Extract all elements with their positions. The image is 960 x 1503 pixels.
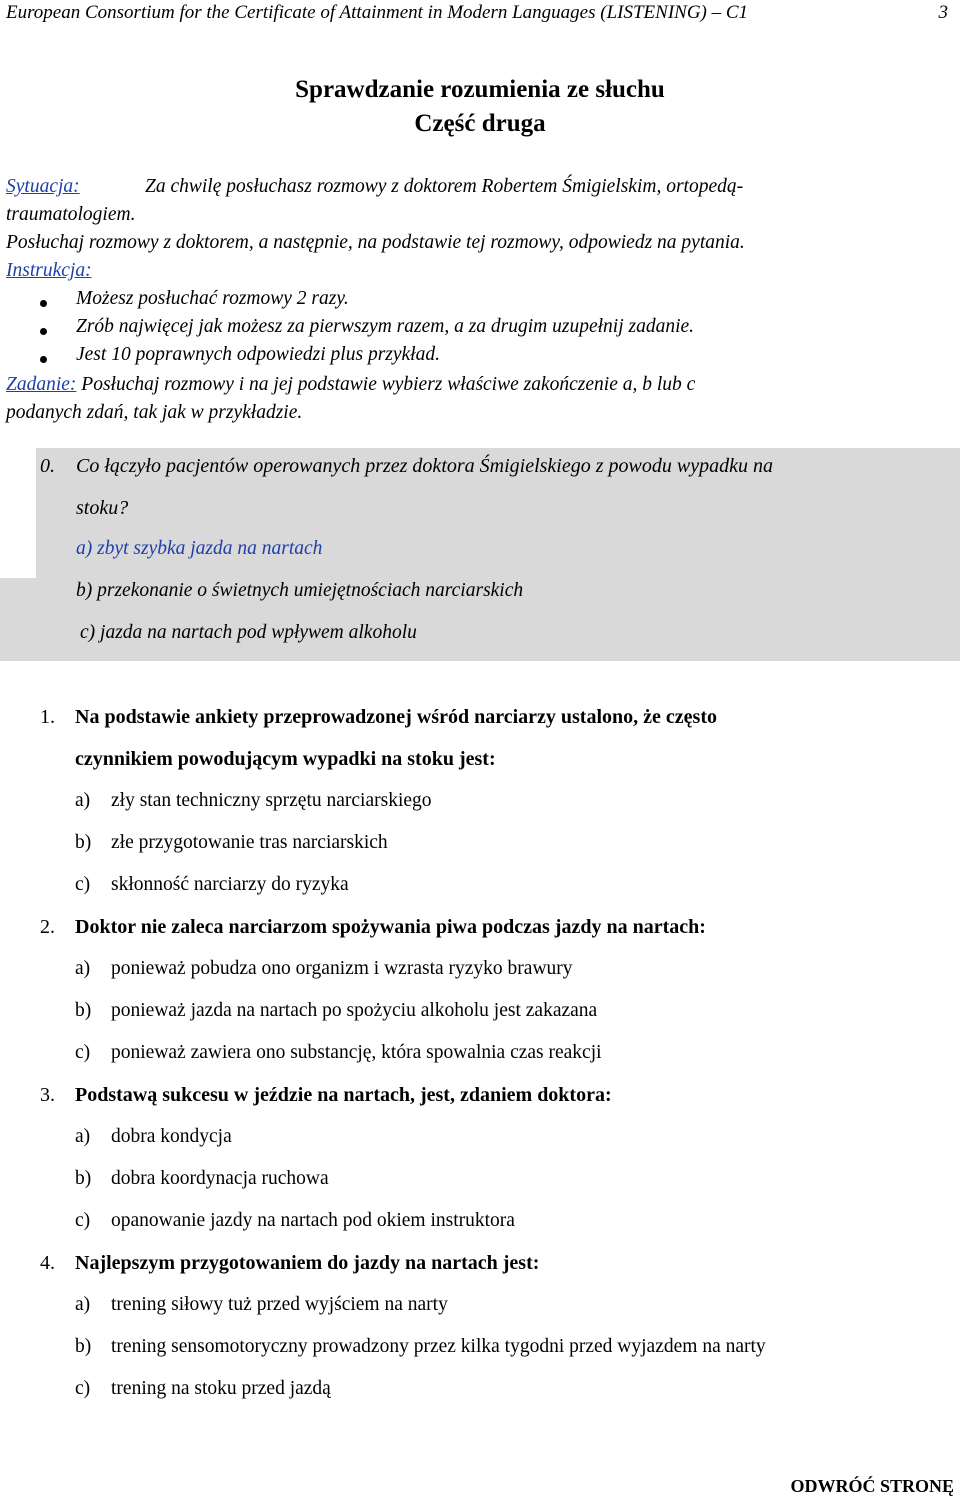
option-letter: c) (75, 874, 91, 895)
option-letter: c) (75, 1378, 91, 1399)
bullet-icon (40, 356, 47, 363)
option-text: ponieważ pobudza ono organizm i wzrasta ryzyko brawury (111, 958, 573, 979)
option-text: ponieważ jazda na nartach po spożyciu alkoholu jest zakazana (111, 1000, 598, 1021)
option-text: opanowanie jazdy na nartach pod okiem instruktora (111, 1210, 515, 1231)
option-letter: b) (75, 1336, 92, 1357)
example-number: 0. (40, 455, 55, 477)
question-text: Doktor nie zaleca narciarzom spożywania piwa podczas jazdy na nartach: (75, 916, 706, 938)
instructions-label: Instrukcja: (6, 260, 92, 281)
option-text: trening na stoku przed jazdą (111, 1378, 331, 1399)
example-option-b: b) przekonanie o świetnych umiejętnościach narciarskich (76, 580, 524, 601)
question-number: 2. (40, 916, 55, 938)
question-text: Podstawą sukcesu w jeździe na nartach, jest, zdaniem doktora: (75, 1084, 612, 1106)
option-letter: b) (75, 1000, 92, 1021)
question-number: 3. (40, 1084, 55, 1106)
example-question-line1: Co łączyło pacjentów operowanych przez doktora Śmigielskiego z powodu wypadku na (76, 455, 773, 477)
option-text: złe przygotowanie tras narciarskich (111, 832, 388, 853)
option-letter: a) (75, 1294, 91, 1315)
situation-text-line2: traumatologiem. (6, 204, 136, 225)
option-text: trening sensomotoryczny prowadzony przez kilka tygodni przed wyjazdem na narty (111, 1336, 766, 1357)
option-text: ponieważ zawiera ono substancję, która spowalnia czas reakcji (111, 1042, 602, 1063)
option-letter: a) (75, 958, 91, 979)
option-text: zły stan techniczny sprzętu narciarskiego (111, 790, 432, 811)
listen-instruction: Posłuchaj rozmowy z doktorem, a następnie, na podstawie tej rozmowy, odpowiedz na pytania. (6, 232, 745, 253)
option-text: dobra kondycja (111, 1126, 232, 1147)
option-letter: b) (75, 832, 92, 853)
instruction-bullet-2: Zrób najwięcej jak możesz za pierwszym razem, a za drugim uzupełnij zadanie. (76, 316, 695, 337)
option-letter: c) (75, 1210, 91, 1231)
option-text: trening siłowy tuż przed wyjściem na narty (111, 1294, 448, 1315)
option-text: skłonność narciarzy do ryzyka (111, 874, 349, 895)
section-title: Sprawdzanie rozumienia ze słuchu (295, 76, 665, 103)
header-title: European Consortium for the Certificate of Attainment in Modern Languages (LISTENING) – C1 (6, 2, 749, 23)
task-text: Posłuchaj rozmowy i na jej podstawie wybierz właściwe zakończenie a, b lub c (76, 374, 696, 395)
question-number: 4. (40, 1252, 55, 1274)
task-line1 (6, 374, 695, 396)
instruction-bullet-1: Możesz posłuchać rozmowy 2 razy. (76, 288, 349, 309)
section-subtitle: Część druga (414, 110, 546, 137)
page-header (6, 2, 948, 24)
bullet-icon (40, 300, 47, 307)
situation-label-row (6, 176, 80, 198)
situation-label: Sytuacja: (6, 176, 80, 197)
task-line2: podanych zdań, tak jak w przykładzie. (6, 402, 303, 423)
instruction-bullet-3: Jest 10 poprawnych odpowiedzi plus przykład. (76, 344, 440, 365)
page-number: 3 (938, 2, 948, 23)
example-option-c: c) jazda na nartach pod wpływem alkoholu (80, 622, 417, 643)
bullet-icon (40, 328, 47, 335)
example-option-a: a) zbyt szybka jazda na nartach (76, 538, 323, 559)
task-label: Zadanie: (6, 374, 77, 395)
situation-text-line1: Za chwilę posłuchasz rozmowy z doktorem Robertem Śmigielskim, ortopedą- (145, 176, 744, 197)
question-text-line2: czynnikiem powodującym wypadki na stoku jest: (75, 748, 496, 770)
example-question-line2: stoku? (76, 497, 129, 519)
question-number: 1. (40, 706, 55, 728)
option-letter: a) (75, 790, 91, 811)
option-letter: b) (75, 1168, 92, 1189)
question-text: Najlepszym przygotowaniem do jazdy na nartach jest: (75, 1252, 540, 1274)
turn-page-label: ODWRÓĆ STRONĘ (790, 1476, 954, 1496)
question-text: Na podstawie ankiety przeprowadzonej wśród narciarzy ustalono, że często (75, 706, 717, 728)
option-letter: c) (75, 1042, 91, 1063)
option-letter: a) (75, 1126, 91, 1147)
option-text: dobra koordynacja ruchowa (111, 1168, 329, 1189)
